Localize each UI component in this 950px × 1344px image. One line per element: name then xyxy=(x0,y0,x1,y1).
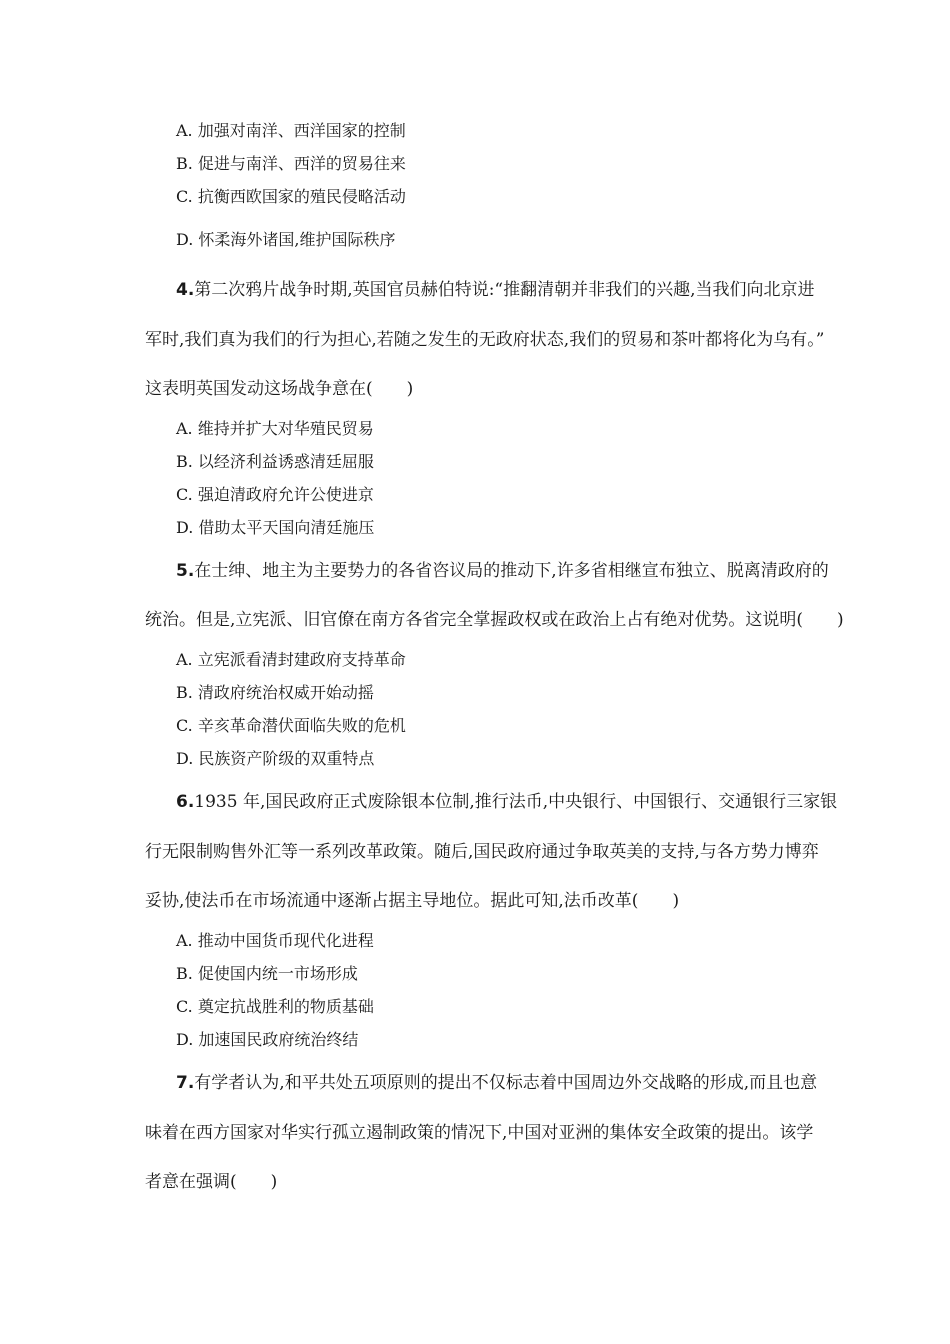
q5-stem-line-2: 统治。但是,立宪派、旧官僚在南方各省完全掌握政权或在政治上占有绝对优势。这说明( ) xyxy=(145,610,844,630)
q7-number: 7. xyxy=(176,1073,195,1093)
q3-option-d: D. 怀柔海外诸国,维护国际秩序 xyxy=(176,230,396,249)
q4-option-d: D. 借助太平天国向清廷施压 xyxy=(176,518,375,537)
q4-option-b: B. 以经济利益诱惑清廷屈服 xyxy=(176,452,374,471)
q4-stem-line-1 xyxy=(176,279,815,301)
q5-option-b: B. 清政府统治权威开始动摇 xyxy=(176,683,374,702)
q6-stem-text-1: 1935 年,国民政府正式废除银本位制,推行法币,中央银行、中国银行、交通银行三家银 xyxy=(194,792,838,812)
q6-stem-line-3: 妥协,使法币在市场流通中逐渐占据主导地位。据此可知,法币改革( ) xyxy=(145,891,680,911)
q4-option-c: C. 强迫清政府允许公使进京 xyxy=(176,485,374,504)
q6-option-d: D. 加速国民政府统治终结 xyxy=(176,1030,359,1049)
q5-option-c: C. 辛亥革命潜伏面临失败的危机 xyxy=(176,716,406,735)
q6-stem-line-2: 行无限制购售外汇等一系列改革政策。随后,国民政府通过争取英美的支持,与各方势力博弈 xyxy=(145,842,819,862)
q4-stem-line-3: 这表明英国发动这场战争意在( ) xyxy=(145,379,414,399)
q6-number: 6. xyxy=(176,792,195,812)
q7-stem-line-3: 者意在强调( ) xyxy=(145,1172,278,1192)
q6-option-b: B. 促使国内统一市场形成 xyxy=(176,964,358,983)
q7-stem-line-1 xyxy=(176,1072,817,1094)
q5-option-a: A. 立宪派看清封建政府支持革命 xyxy=(176,650,406,669)
q4-option-a: A. 维持并扩大对华殖民贸易 xyxy=(176,419,374,438)
q3-option-b: B. 促进与南洋、西洋的贸易往来 xyxy=(176,154,406,173)
q6-stem-line-1 xyxy=(176,791,837,813)
q7-stem-line-2: 味着在西方国家对华实行孤立遏制政策的情况下,中国对亚洲的集体安全政策的提出。该学 xyxy=(145,1123,814,1143)
q4-number: 4. xyxy=(176,280,195,300)
q5-number: 5. xyxy=(176,561,195,581)
q3-option-a: A. 加强对南洋、西洋国家的控制 xyxy=(176,121,406,140)
q3-option-c: C. 抗衡西欧国家的殖民侵略活动 xyxy=(176,187,406,206)
q5-stem-text-1: 在士绅、地主为主要势力的各省咨议局的推动下,许多省相继宣布独立、脱离清政府的 xyxy=(194,561,829,581)
q7-stem-text-1: 有学者认为,和平共处五项原则的提出不仅标志着中国周边外交战略的形成,而且也意 xyxy=(194,1073,818,1093)
q6-option-a: A. 推动中国货币现代化进程 xyxy=(176,931,374,950)
q5-stem-line-1 xyxy=(176,560,829,582)
q5-option-d: D. 民族资产阶级的双重特点 xyxy=(176,749,375,768)
q4-stem-text-1: 第二次鸦片战争时期,英国官员赫伯特说:“推翻清朝并非我们的兴趣,当我们向北京进 xyxy=(194,280,815,300)
q4-stem-line-2: 军时,我们真为我们的行为担心,若随之发生的无政府状态,我们的贸易和茶叶都将化为乌有。” xyxy=(145,330,825,350)
q6-option-c: C. 奠定抗战胜利的物质基础 xyxy=(176,997,374,1016)
